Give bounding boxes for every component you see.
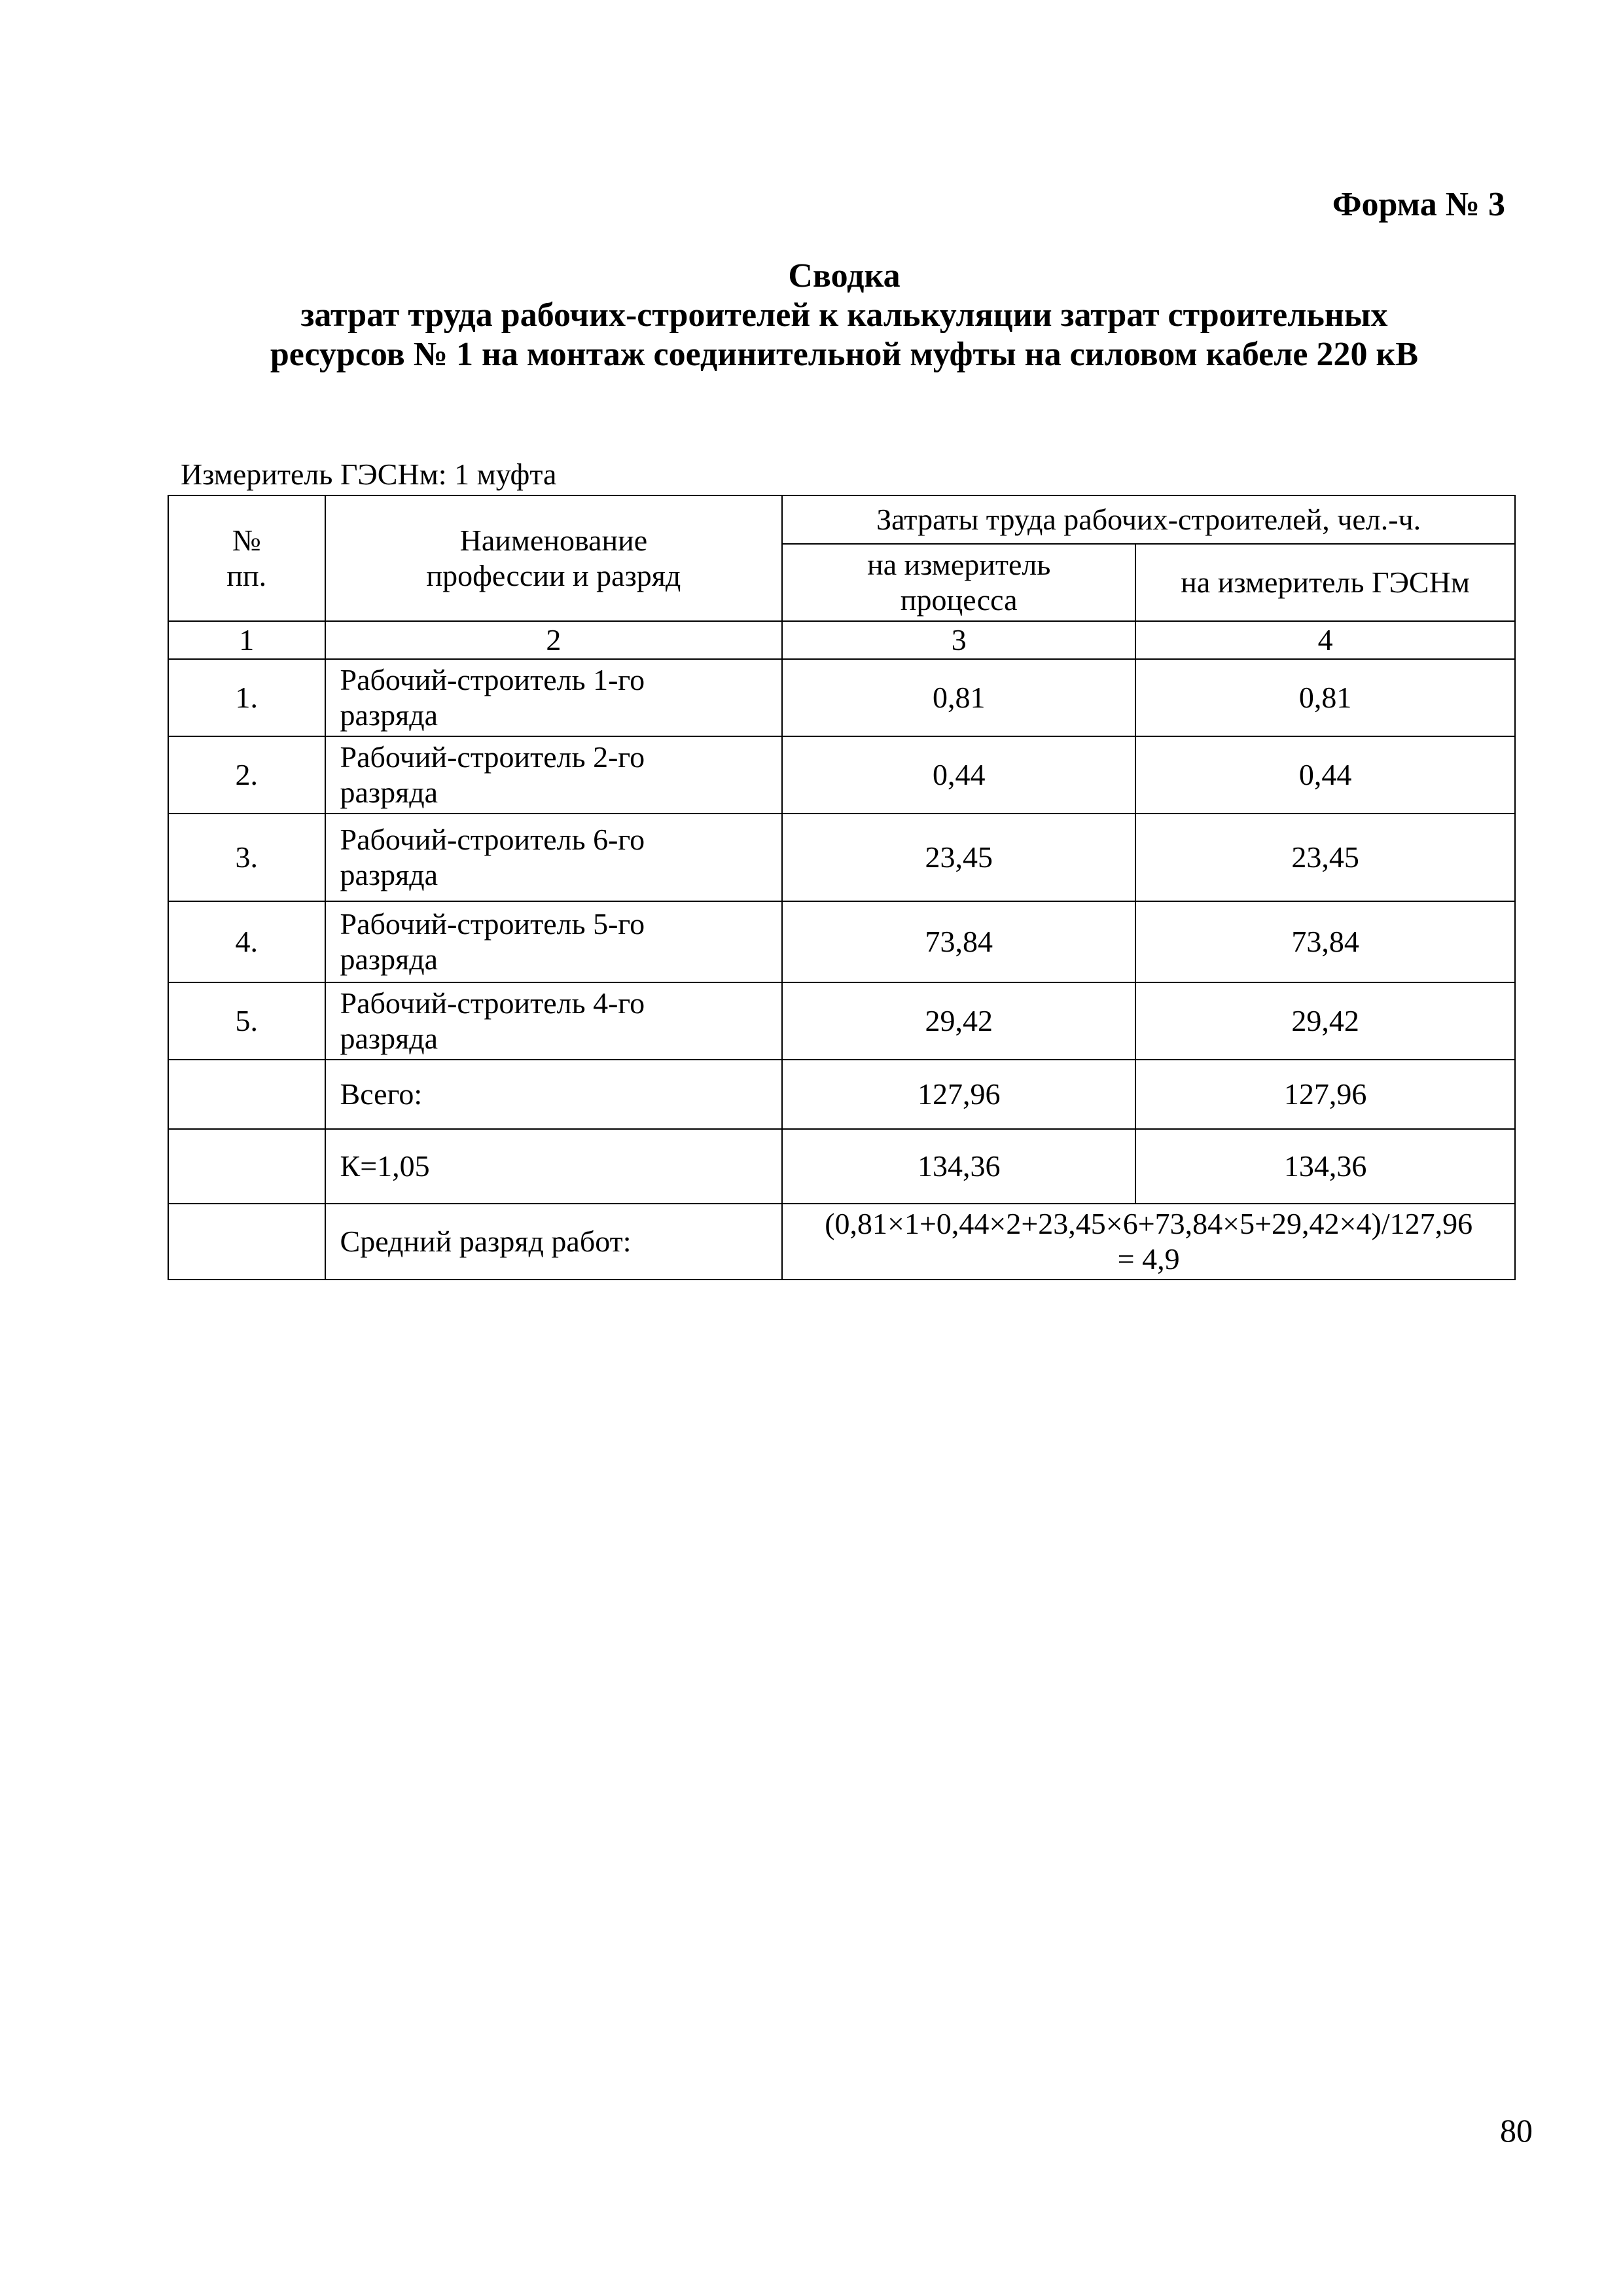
avg-grade-row bbox=[168, 1204, 1515, 1280]
title-line-2: затрат труда рабочих-строителей к калькуляции затрат строительных bbox=[300, 296, 1388, 334]
avg-label: Средний разряд работ: bbox=[325, 1204, 783, 1280]
row-name-line-1: Рабочий-строитель 4-го bbox=[340, 986, 645, 1020]
avg-num-empty bbox=[168, 1204, 325, 1280]
avg-formula-line-2: = 4,9 bbox=[1117, 1242, 1180, 1276]
row-name bbox=[325, 982, 783, 1060]
row-per-gesnm: 0,44 bbox=[1135, 736, 1515, 814]
table-row bbox=[168, 982, 1515, 1060]
total-row bbox=[168, 1060, 1515, 1129]
row-name-line-2: разряда bbox=[340, 858, 438, 891]
title-line-3: ресурсов № 1 на монтаж соединительной муфты на силовом кабеле 220 кВ bbox=[270, 336, 1419, 373]
header-num-line-1: № bbox=[232, 524, 261, 557]
header-name bbox=[325, 495, 783, 621]
row-name-line-2: разряда bbox=[340, 698, 438, 732]
table-row bbox=[168, 659, 1515, 736]
row-num: 4. bbox=[168, 901, 325, 982]
table-row bbox=[168, 814, 1515, 901]
col-number: 3 bbox=[782, 621, 1135, 659]
column-number-row bbox=[168, 621, 1515, 659]
row-name bbox=[325, 736, 783, 814]
title-line-1: Сводка bbox=[788, 257, 901, 295]
row-name-line-2: разряда bbox=[340, 942, 438, 976]
header-num bbox=[168, 495, 325, 621]
header-name-line-2: профессии и разряд bbox=[426, 559, 681, 592]
row-per-process: 0,44 bbox=[782, 736, 1135, 814]
total-per-gesnm: 127,96 bbox=[1135, 1060, 1515, 1129]
row-name-line-1: Рабочий-строитель 6-го bbox=[340, 823, 645, 856]
row-name-line-2: разряда bbox=[340, 776, 438, 809]
header-col3-line-2: процесса bbox=[900, 583, 1018, 617]
row-name bbox=[325, 814, 783, 901]
col-number: 2 bbox=[325, 621, 783, 659]
row-per-gesnm: 23,45 bbox=[1135, 814, 1515, 901]
coef-label: К=1,05 bbox=[325, 1129, 783, 1204]
avg-formula bbox=[782, 1204, 1515, 1280]
coef-per-process: 134,36 bbox=[782, 1129, 1135, 1204]
header-col4: на измеритель ГЭСНм bbox=[1135, 544, 1515, 621]
col-number: 4 bbox=[1135, 621, 1515, 659]
coef-num-empty bbox=[168, 1129, 325, 1204]
row-num: 3. bbox=[168, 814, 325, 901]
coef-row bbox=[168, 1129, 1515, 1204]
header-col3 bbox=[782, 544, 1135, 621]
row-per-process: 0,81 bbox=[782, 659, 1135, 736]
total-per-process: 127,96 bbox=[782, 1060, 1135, 1129]
row-num: 2. bbox=[168, 736, 325, 814]
total-label: Всего: bbox=[325, 1060, 783, 1129]
total-num-empty bbox=[168, 1060, 325, 1129]
header-col3-line-1: на измеритель bbox=[867, 548, 1051, 581]
row-name bbox=[325, 901, 783, 982]
row-per-process: 73,84 bbox=[782, 901, 1135, 982]
table-row bbox=[168, 901, 1515, 982]
row-num: 5. bbox=[168, 982, 325, 1060]
table-row bbox=[168, 736, 1515, 814]
header-costs-group: Затраты труда рабочих-строителей, чел.-ч. bbox=[782, 495, 1515, 544]
row-name-line-2: разряда bbox=[340, 1022, 438, 1055]
row-per-gesnm: 73,84 bbox=[1135, 901, 1515, 982]
row-per-gesnm: 29,42 bbox=[1135, 982, 1515, 1060]
coef-per-gesnm: 134,36 bbox=[1135, 1129, 1515, 1204]
row-name-line-1: Рабочий-строитель 1-го bbox=[340, 663, 645, 696]
avg-formula-line-1: (0,81×1+0,44×2+23,45×6+73,84×5+29,42×4)/127,96 bbox=[825, 1207, 1473, 1240]
row-name bbox=[325, 659, 783, 736]
header-row-1 bbox=[168, 495, 1515, 544]
col-number: 1 bbox=[168, 621, 325, 659]
row-num: 1. bbox=[168, 659, 325, 736]
row-per-gesnm: 0,81 bbox=[1135, 659, 1515, 736]
row-per-process: 23,45 bbox=[782, 814, 1135, 901]
document-title bbox=[0, 257, 1623, 374]
header-name-line-1: Наименование bbox=[459, 524, 648, 557]
header-num-line-2: пп. bbox=[226, 559, 267, 592]
row-per-process: 29,42 bbox=[782, 982, 1135, 1060]
row-name-line-1: Рабочий-строитель 2-го bbox=[340, 740, 645, 774]
form-label: Форма № 3 bbox=[1332, 186, 1505, 223]
page-number: 80 bbox=[1500, 2112, 1533, 2149]
measure-unit-line: Измеритель ГЭСНм: 1 муфта bbox=[181, 457, 557, 491]
labor-summary-table bbox=[168, 495, 1516, 1280]
row-name-line-1: Рабочий-строитель 5-го bbox=[340, 907, 645, 941]
